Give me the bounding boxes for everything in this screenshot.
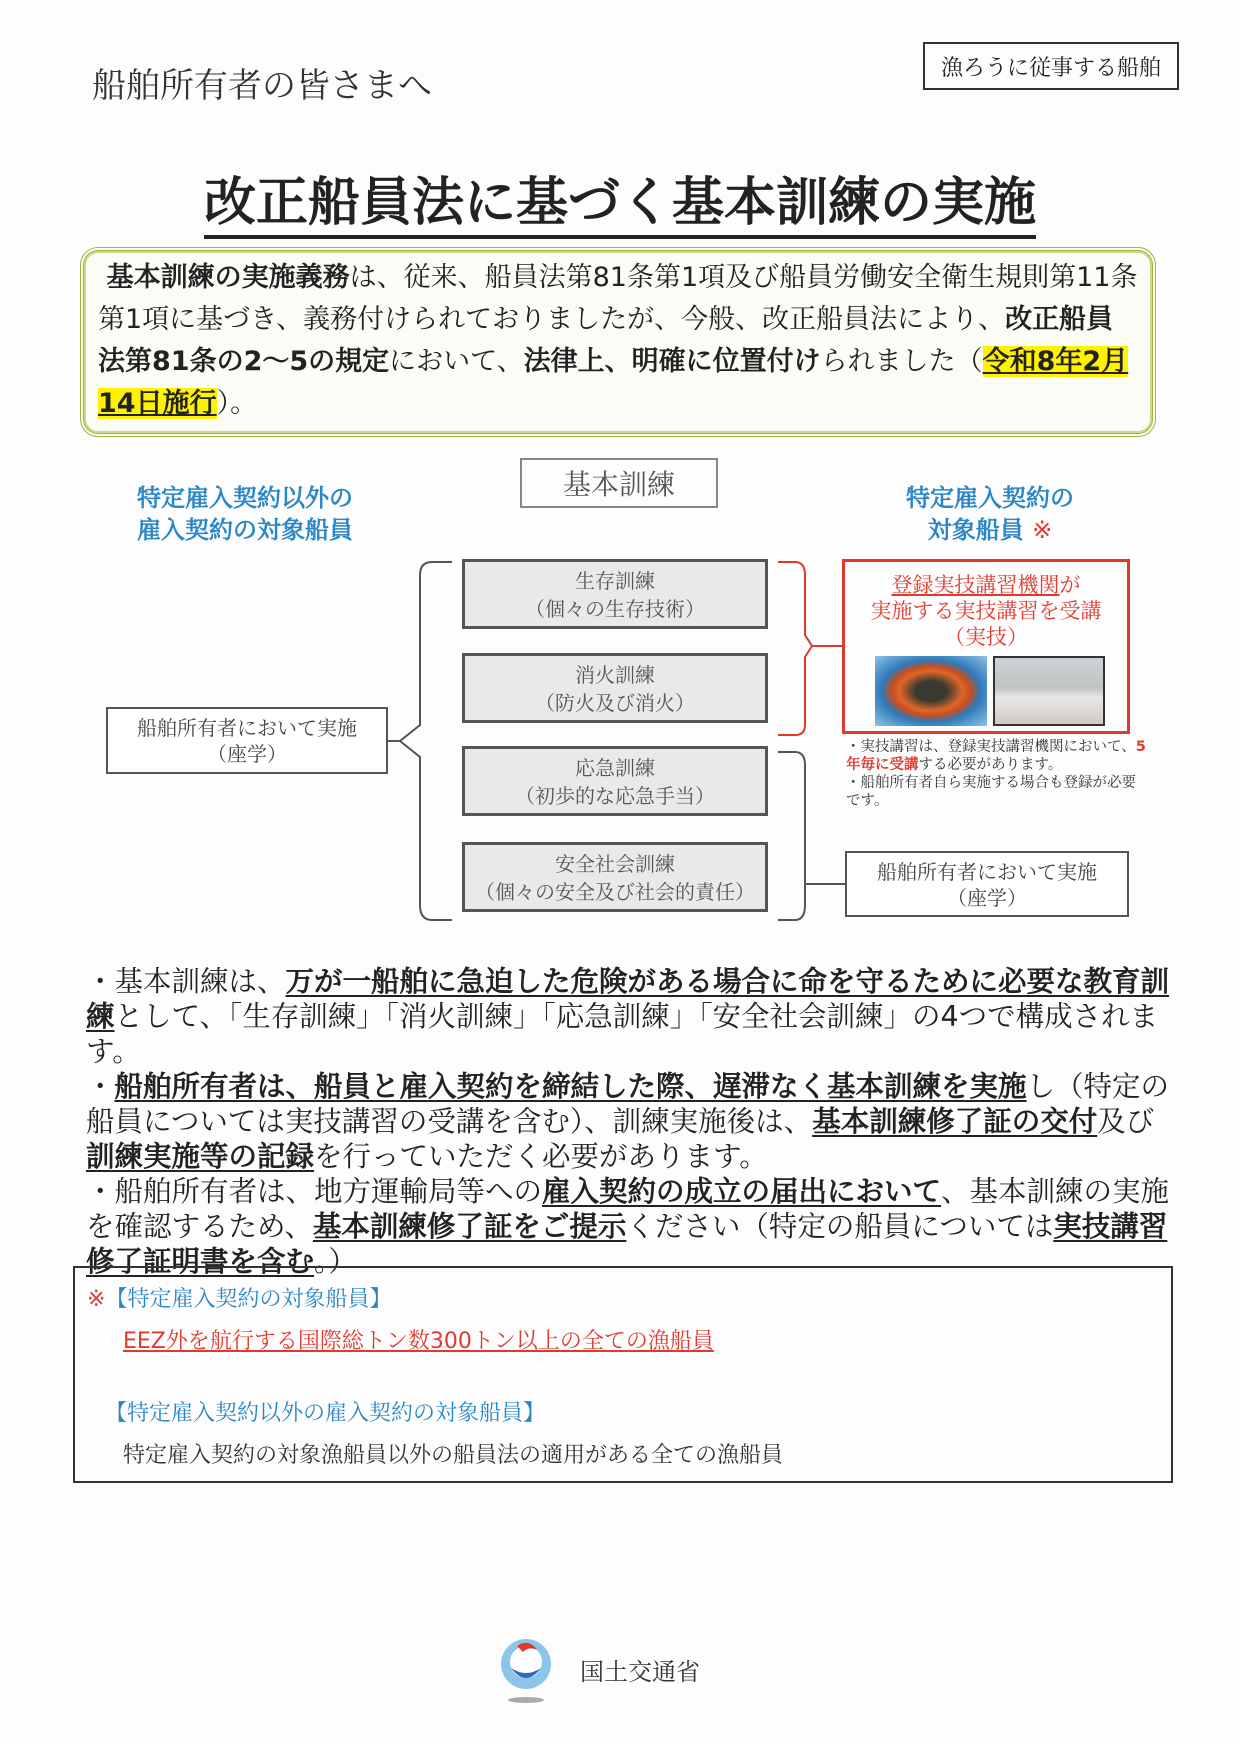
left-brace [400, 562, 452, 920]
t: ください（特定の船員については [626, 1210, 1054, 1243]
t: 。） [314, 1245, 357, 1278]
training-name: 安全社会訓練 [555, 852, 675, 876]
t: ・基本訓練は、 [86, 965, 286, 998]
liferaft-photo [875, 656, 987, 726]
right-red-brace [778, 562, 812, 735]
greeting: 船舶所有者の皆さまへ [92, 66, 432, 106]
note-text: する必要があります。 [918, 757, 1063, 773]
training-detail: （防火及び消火） [535, 691, 695, 715]
heading-line: 特定雇入契約の [906, 484, 1074, 512]
effective-date: 令和8年2月14日施行 [98, 346, 1129, 419]
training-name: 生存訓練 [575, 569, 655, 593]
u: 訓練実施等の記録 [86, 1140, 315, 1173]
u: 船舶所有者は、船員と雇入契約を締結した際、遅滞なく基本訓練を実施 [114, 1070, 1027, 1103]
intro-bold: 改正船員法第81条の2～5の規定 [98, 304, 1114, 377]
intro-text: ）。 [216, 388, 258, 419]
training-detail: （個々の安全及び社会的責任） [475, 880, 755, 904]
t: として、「生存訓練」「消火訓練」「応急訓練」「安全社会訓練」の4つで構成されます。 [86, 1000, 1159, 1068]
bullet-1 [86, 964, 1176, 1069]
training-first-aid [462, 746, 768, 816]
asterisk-mark: ※ [87, 1287, 106, 1312]
intro-bold: 法律上、明確に位置付け [523, 346, 821, 377]
asterisk-mark: ※ [1032, 516, 1053, 544]
u: 万が一船舶に急迫した危険がある場合に命を守るために必要な教育訓練 [86, 965, 1170, 1033]
box-line: （座学） [207, 742, 287, 766]
definitions-box [73, 1266, 1173, 1483]
def-text-2: 特定雇入契約の対象漁船員以外の船員法の適用がある全ての漁船員 [123, 1443, 784, 1468]
ministry-logo-icon [495, 1632, 557, 1708]
intro-bold: 基本訓練の実施義務 [106, 262, 350, 293]
intro-text: られました（ [820, 346, 983, 377]
explanation [86, 964, 1176, 1279]
bullet-2 [86, 1069, 1176, 1174]
t: 、基本訓練の実施を確認するため、 [86, 1175, 1170, 1243]
training-firefighting [462, 653, 768, 723]
right-brace [778, 752, 805, 920]
u: 基本訓練修了証の交付 [812, 1105, 1098, 1138]
t: 及び [1097, 1105, 1155, 1138]
box-line: 船舶所有者において実施 [137, 716, 357, 740]
every-5-years: 5年毎に受講 [846, 739, 1146, 773]
intro-text: は、従来、船員法第81条第1項及び船員労働安全衛生規則第11条第1項に基づき、義務付けられておりましたが、今般、改正船員法により、 [98, 262, 1138, 335]
heading-line: 雇入契約の対象船員 [137, 516, 353, 544]
t: し（特定の船員については実技講習の受講を含む）、訓練実施後は、 [86, 1070, 1170, 1138]
basic-training-label: 基本訓練 [520, 458, 718, 508]
t: を行っていただく必要があります。 [314, 1140, 768, 1173]
training-survival [462, 559, 768, 629]
practical-course-box [842, 559, 1130, 734]
training-detail: （個々の生存技術） [525, 597, 705, 621]
box-line: （座学） [947, 886, 1027, 910]
bullet-3 [86, 1174, 1176, 1279]
training-name: 応急訓練 [575, 756, 655, 780]
u: 実技講習修了証明書を含む [86, 1210, 1168, 1278]
training-safety-social [462, 842, 768, 912]
box-line: 船舶所有者において実施 [877, 860, 1097, 884]
registered-org: 登録実技講習機関 [891, 573, 1060, 597]
heading-text: 対象船員 [927, 516, 1024, 544]
left-owner-box [106, 707, 388, 774]
box-line: 実施する実技講習を受講 [870, 599, 1102, 623]
intro-text: において、 [389, 346, 524, 377]
u: 基本訓練修了証をご提示 [312, 1210, 627, 1243]
right-owner-box [845, 851, 1129, 917]
def-heading-2: 【特定雇入契約以外の雇入契約の対象船員】 [105, 1401, 546, 1426]
box-line [845, 572, 1127, 598]
ministry-name: 国土交通省 [580, 1658, 700, 1686]
box-line: （実技） [944, 625, 1028, 649]
u: 雇入契約の成立の届出において [542, 1175, 942, 1208]
box-text: が [1059, 573, 1081, 597]
note-text: ・実技講習は、登録実技講習機関において、 [846, 739, 1136, 755]
note: ・船舶所有者自ら実施する場合も登録が必要です。 [846, 775, 1136, 809]
def-heading-1 [87, 1282, 391, 1313]
training-detail: （初歩的な応急手当） [515, 784, 715, 808]
practical-notes [846, 738, 1146, 810]
firefighting-photo [993, 656, 1105, 726]
def-text-1: EEZ外を航行する国際総トン数300トン以上の全ての漁船員 [123, 1329, 714, 1354]
training-name: 消火訓練 [575, 663, 655, 687]
note [846, 738, 1146, 774]
vessel-type-tag: 漁ろうに従事する船舶 [923, 42, 1179, 90]
heading-line: 特定雇入契約以外の [137, 484, 353, 512]
t: ・ [86, 1070, 115, 1103]
t: ・船舶所有者は、地方運輸局等への [86, 1175, 543, 1208]
heading-text: 【特定雇入契約の対象船員】 [105, 1287, 392, 1312]
title-text: 改正船員法に基づく基本訓練の実施 [204, 173, 1036, 239]
